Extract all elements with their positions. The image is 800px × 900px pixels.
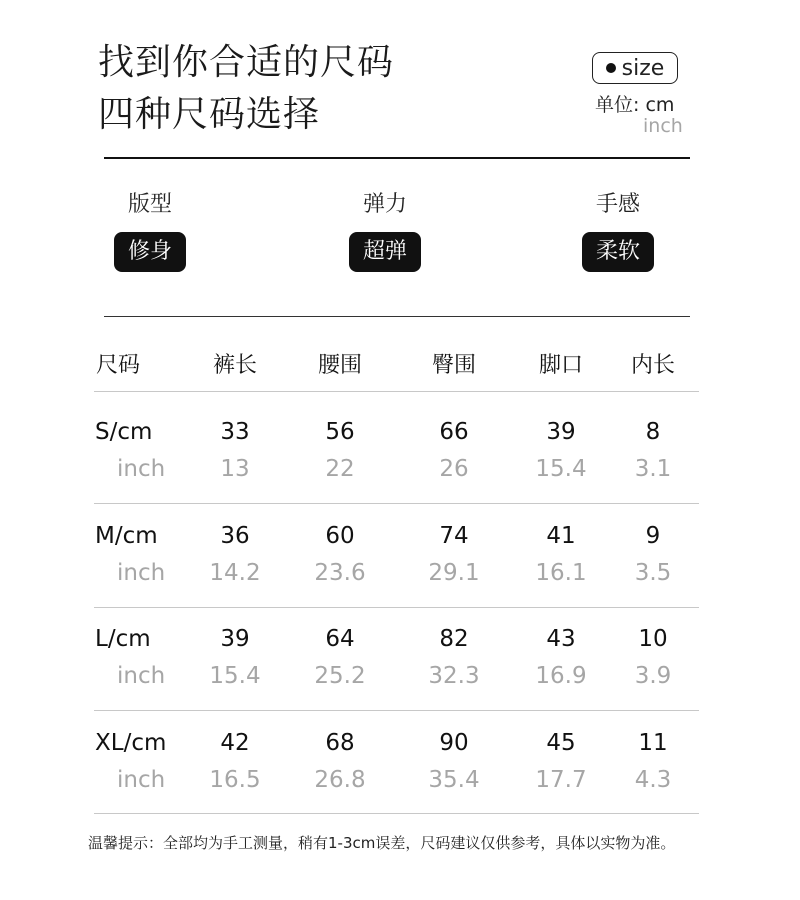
cell-cm: 41 <box>546 523 576 549</box>
page-subtitle: 四种尺码选择 <box>98 94 321 135</box>
middle-divider <box>104 316 690 317</box>
cell-cm: 56 <box>325 419 355 445</box>
cell-inch: 15.4 <box>535 456 587 482</box>
cell-cm: 66 <box>439 419 469 445</box>
unit-label: 单位: cm <box>595 94 675 116</box>
attribute-value-badge: 超弹 <box>349 232 421 272</box>
table-header <box>0 350 800 384</box>
row-size-label: XL/cm <box>95 730 167 756</box>
table-divider <box>94 503 699 504</box>
cell-cm: 33 <box>220 419 250 445</box>
attribute-stretch <box>315 190 455 272</box>
size-badge <box>592 52 678 84</box>
table-row <box>0 417 800 497</box>
table-divider <box>94 813 699 814</box>
column-header-length: 裤长 <box>212 353 257 378</box>
attribute-fit <box>80 190 220 272</box>
table-divider <box>94 391 699 392</box>
cell-inch: 22 <box>325 456 355 482</box>
cell-cm: 39 <box>546 419 576 445</box>
attribute-value-badge: 柔软 <box>582 232 654 272</box>
top-divider <box>104 157 690 159</box>
row-inch-label: inch <box>117 767 166 793</box>
cell-cm: 64 <box>325 626 355 652</box>
cell-inch: 32.3 <box>428 663 480 689</box>
row-inch-label: inch <box>117 456 166 482</box>
cell-cm: 8 <box>645 419 661 445</box>
size-badge-label: size <box>621 55 665 81</box>
table-divider <box>94 710 699 711</box>
cell-inch: 14.2 <box>209 560 261 586</box>
cell-cm: 82 <box>439 626 469 652</box>
column-header-size: 尺码 <box>96 353 141 378</box>
cell-cm: 60 <box>325 523 355 549</box>
column-header-waist: 腰围 <box>317 353 362 378</box>
attribute-value-badge: 修身 <box>114 232 186 272</box>
row-inch-label: inch <box>117 663 166 689</box>
row-size-label: M/cm <box>95 523 158 549</box>
cell-inch: 3.5 <box>634 560 672 586</box>
attribute-label: 手感 <box>595 192 640 217</box>
cell-inch: 16.5 <box>209 767 261 793</box>
column-header-hip: 臀围 <box>431 353 476 378</box>
table-row <box>0 728 800 808</box>
footer-note: 温馨提示：全部均为手工测量，稍有1-3cm误差，尺码建议仅供参考，具体以实物为准。 <box>88 834 676 852</box>
row-inch-label: inch <box>117 560 166 586</box>
cell-cm: 9 <box>645 523 661 549</box>
attribute-feel <box>548 190 688 272</box>
cell-cm: 74 <box>439 523 469 549</box>
page-title: 找到你合适的尺码 <box>98 42 395 83</box>
cell-inch: 17.7 <box>535 767 587 793</box>
cell-inch: 3.9 <box>634 663 672 689</box>
cell-cm: 39 <box>220 626 250 652</box>
cell-inch: 4.3 <box>634 767 672 793</box>
cell-inch: 16.1 <box>535 560 587 586</box>
cell-cm: 90 <box>439 730 469 756</box>
cell-inch: 35.4 <box>428 767 480 793</box>
column-header-inseam: 内长 <box>630 353 675 378</box>
cell-cm: 11 <box>638 730 668 756</box>
dot-icon <box>606 63 616 73</box>
cell-cm: 68 <box>325 730 355 756</box>
cell-inch: 13 <box>220 456 250 482</box>
row-size-label: L/cm <box>95 626 151 652</box>
unit-alt-label: inch <box>643 115 683 137</box>
attribute-label: 版型 <box>127 192 172 217</box>
cell-inch: 25.2 <box>314 663 366 689</box>
cell-inch: 29.1 <box>428 560 480 586</box>
attribute-label: 弹力 <box>362 192 407 217</box>
cell-inch: 16.9 <box>535 663 587 689</box>
cell-inch: 26 <box>439 456 469 482</box>
cell-cm: 42 <box>220 730 250 756</box>
cell-inch: 15.4 <box>209 663 261 689</box>
cell-cm: 45 <box>546 730 576 756</box>
cell-inch: 26.8 <box>314 767 366 793</box>
cell-inch: 23.6 <box>314 560 366 586</box>
cell-cm: 43 <box>546 626 576 652</box>
table-row <box>0 624 800 704</box>
cell-cm: 10 <box>638 626 668 652</box>
column-header-hem: 脚口 <box>538 353 583 378</box>
row-size-label: S/cm <box>95 419 153 445</box>
cell-cm: 36 <box>220 523 250 549</box>
cell-inch: 3.1 <box>634 456 672 482</box>
table-divider <box>94 607 699 608</box>
table-row <box>0 521 800 601</box>
